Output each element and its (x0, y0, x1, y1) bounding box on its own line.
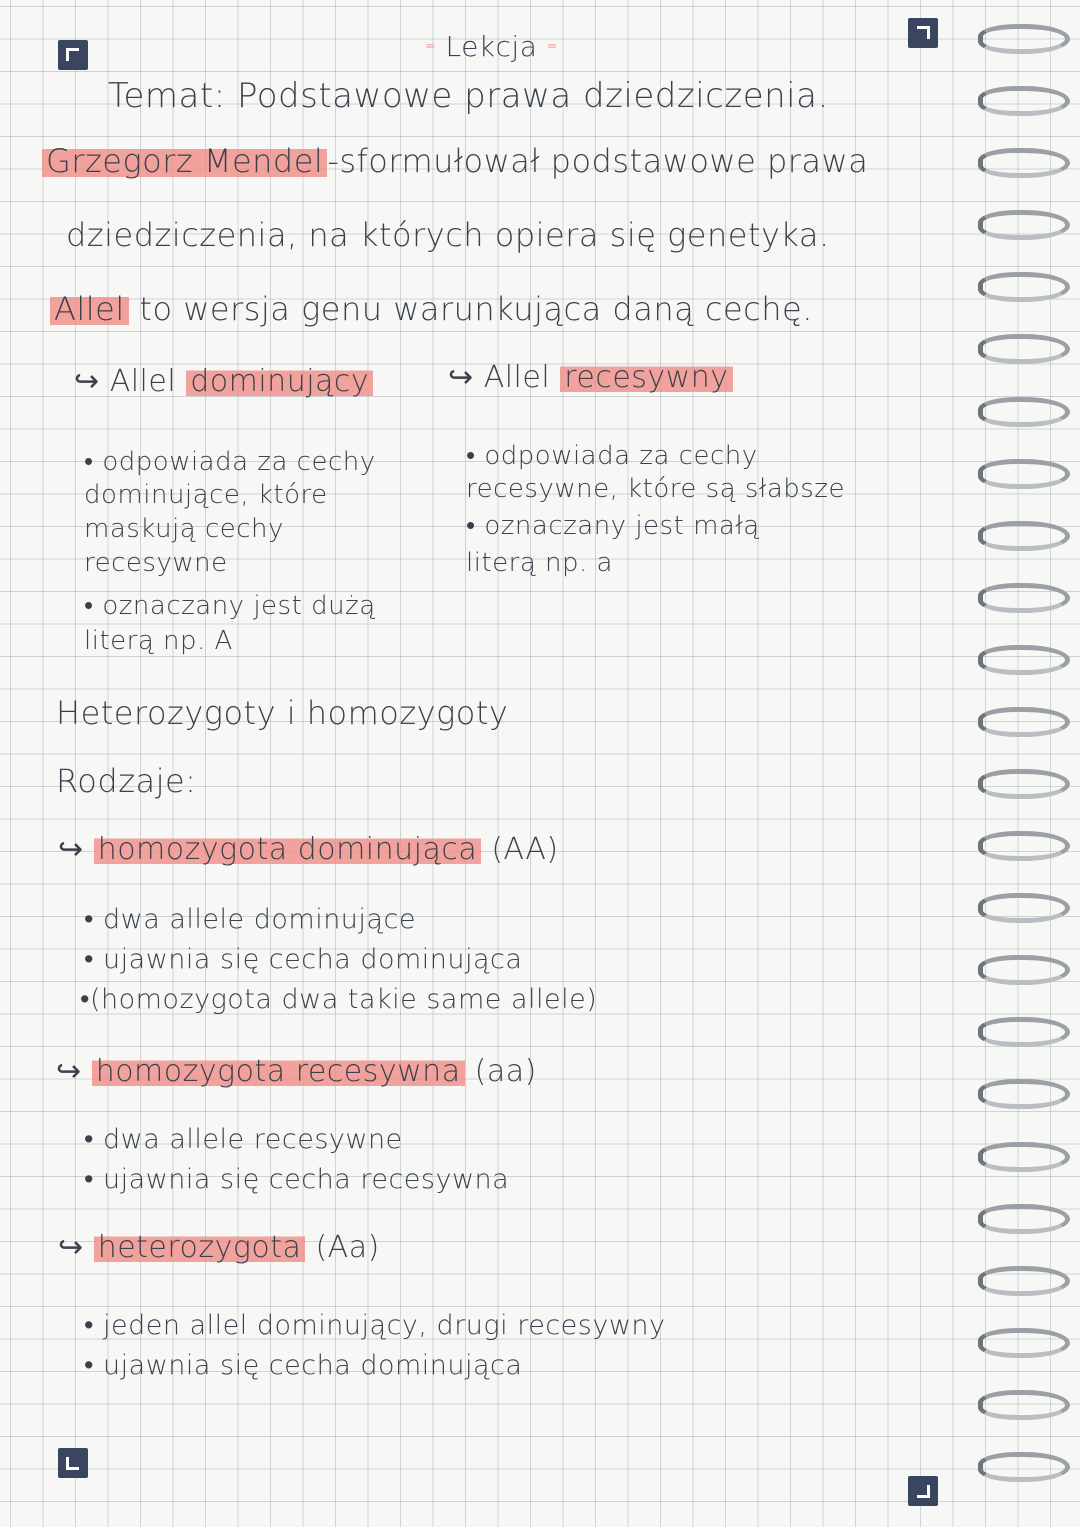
zygote-item-recessive (56, 1054, 537, 1089)
zygote-item-hetero (58, 1230, 380, 1265)
spiral-ring (978, 1142, 1070, 1172)
spiral-ring (978, 583, 1070, 613)
recessive-allele-prefix: Allel (483, 360, 551, 395)
zygote-code-recessive: (aa) (474, 1054, 537, 1089)
dominant-line-5: • oznaczany jest dużą (84, 591, 376, 621)
allel-definition (50, 290, 813, 328)
spiral-ring (978, 272, 1070, 302)
dominant-line-1: • odpowiada za cechy (84, 447, 376, 477)
zygote-term-recessive: homozygota recesywna (92, 1054, 465, 1089)
mendel-text-1: -sformułował podstawowe prawa (327, 142, 869, 180)
zygote-recessive-point-2: • ujawnia się cecha recesywna (84, 1164, 510, 1195)
sparkle-right-icon: ⁼ (546, 37, 558, 61)
allel-term: Allel (50, 290, 129, 328)
spiral-ring (978, 1390, 1070, 1420)
zygotes-heading: Heterozygoty i homozygoty (56, 694, 509, 732)
recessive-line-4: literą np. a (466, 548, 613, 578)
zygote-item-dominant (58, 832, 559, 867)
mendel-line-1 (42, 142, 868, 180)
lesson-title-text: Lekcja (445, 30, 538, 63)
spiral-ring (978, 893, 1070, 923)
zygote-dominant-point-2: • ujawnia się cecha dominująca (84, 944, 523, 975)
spiral-ring (978, 521, 1070, 551)
spiral-binding (978, 10, 1074, 1520)
zygote-hetero-point-1: • jeden allel dominujący, drugi recesywny (84, 1310, 666, 1341)
corner-bottom-left-icon (58, 1448, 88, 1478)
recessive-allele-heading (448, 360, 733, 395)
hook-arrow-icon: ↪ (56, 1054, 82, 1089)
hook-arrow-icon: ↪ (58, 1230, 84, 1265)
spiral-ring (978, 1328, 1070, 1358)
spiral-ring (978, 831, 1070, 861)
recessive-line-1: • odpowiada za cechy (466, 441, 758, 471)
zygote-dominant-point-1: • dwa allele dominujące (84, 904, 416, 935)
spiral-ring (978, 86, 1070, 116)
dominant-line-4: recesywne (84, 548, 228, 578)
dominant-allele-term: dominujący (186, 364, 373, 399)
spiral-ring (978, 24, 1070, 54)
corner-top-right-icon (908, 18, 938, 48)
zygote-recessive-point-1: • dwa allele recesywne (84, 1124, 403, 1155)
recessive-line-3: • oznaczany jest małą (466, 511, 760, 541)
zygote-dominant-point-3: •(homozygota dwa takie same allele) (80, 984, 598, 1015)
dominant-line-6: literą np. A (84, 626, 233, 656)
recessive-line-2: recesywne, które są słabsze (466, 474, 845, 504)
dominant-allele-prefix: Allel (109, 364, 177, 399)
dominant-line-2: dominujące, które (84, 480, 328, 510)
spiral-ring (978, 1204, 1070, 1234)
spiral-ring (978, 397, 1070, 427)
mendel-line-2: dziedziczenia, na których opiera się genetyka. (66, 216, 830, 254)
lesson-title (425, 30, 558, 63)
dominant-line-3: maskują cechy (84, 514, 284, 544)
spiral-ring (978, 1452, 1070, 1482)
dominant-allele-heading (74, 364, 373, 399)
zygote-term-dominant: homozygota dominująca (94, 832, 482, 867)
spiral-ring (978, 148, 1070, 178)
spiral-ring (978, 1266, 1070, 1296)
spiral-ring (978, 334, 1070, 364)
zygote-hetero-point-2: • ujawnia się cecha dominująca (84, 1350, 523, 1381)
corner-bottom-right-icon (908, 1476, 938, 1506)
hook-arrow-icon: ↪ (74, 364, 100, 399)
spiral-ring (978, 955, 1070, 985)
allel-text: to wersja genu warunkująca daną cechę. (139, 290, 813, 328)
spiral-ring (978, 210, 1070, 240)
sparkle-left-icon: ⁼ (425, 37, 437, 61)
zygote-term-hetero: heterozygota (94, 1230, 306, 1265)
spiral-ring (978, 707, 1070, 737)
mendel-name: Grzegorz Mendel (42, 142, 327, 180)
spiral-ring (978, 769, 1070, 799)
hook-arrow-icon: ↪ (448, 360, 474, 395)
hook-arrow-icon: ↪ (58, 832, 84, 867)
recessive-allele-term: recesywny (560, 360, 732, 395)
corner-top-left-icon (58, 40, 88, 70)
spiral-ring (978, 1079, 1070, 1109)
spiral-ring (978, 645, 1070, 675)
types-label: Rodzaje: (56, 762, 197, 800)
spiral-ring (978, 459, 1070, 489)
zygote-code-dominant: (AA) (491, 832, 559, 867)
topic-line: Temat: Podstawowe prawa dziedziczenia. (108, 76, 829, 116)
spiral-ring (978, 1017, 1070, 1047)
zygote-code-hetero: (Aa) (315, 1230, 380, 1265)
